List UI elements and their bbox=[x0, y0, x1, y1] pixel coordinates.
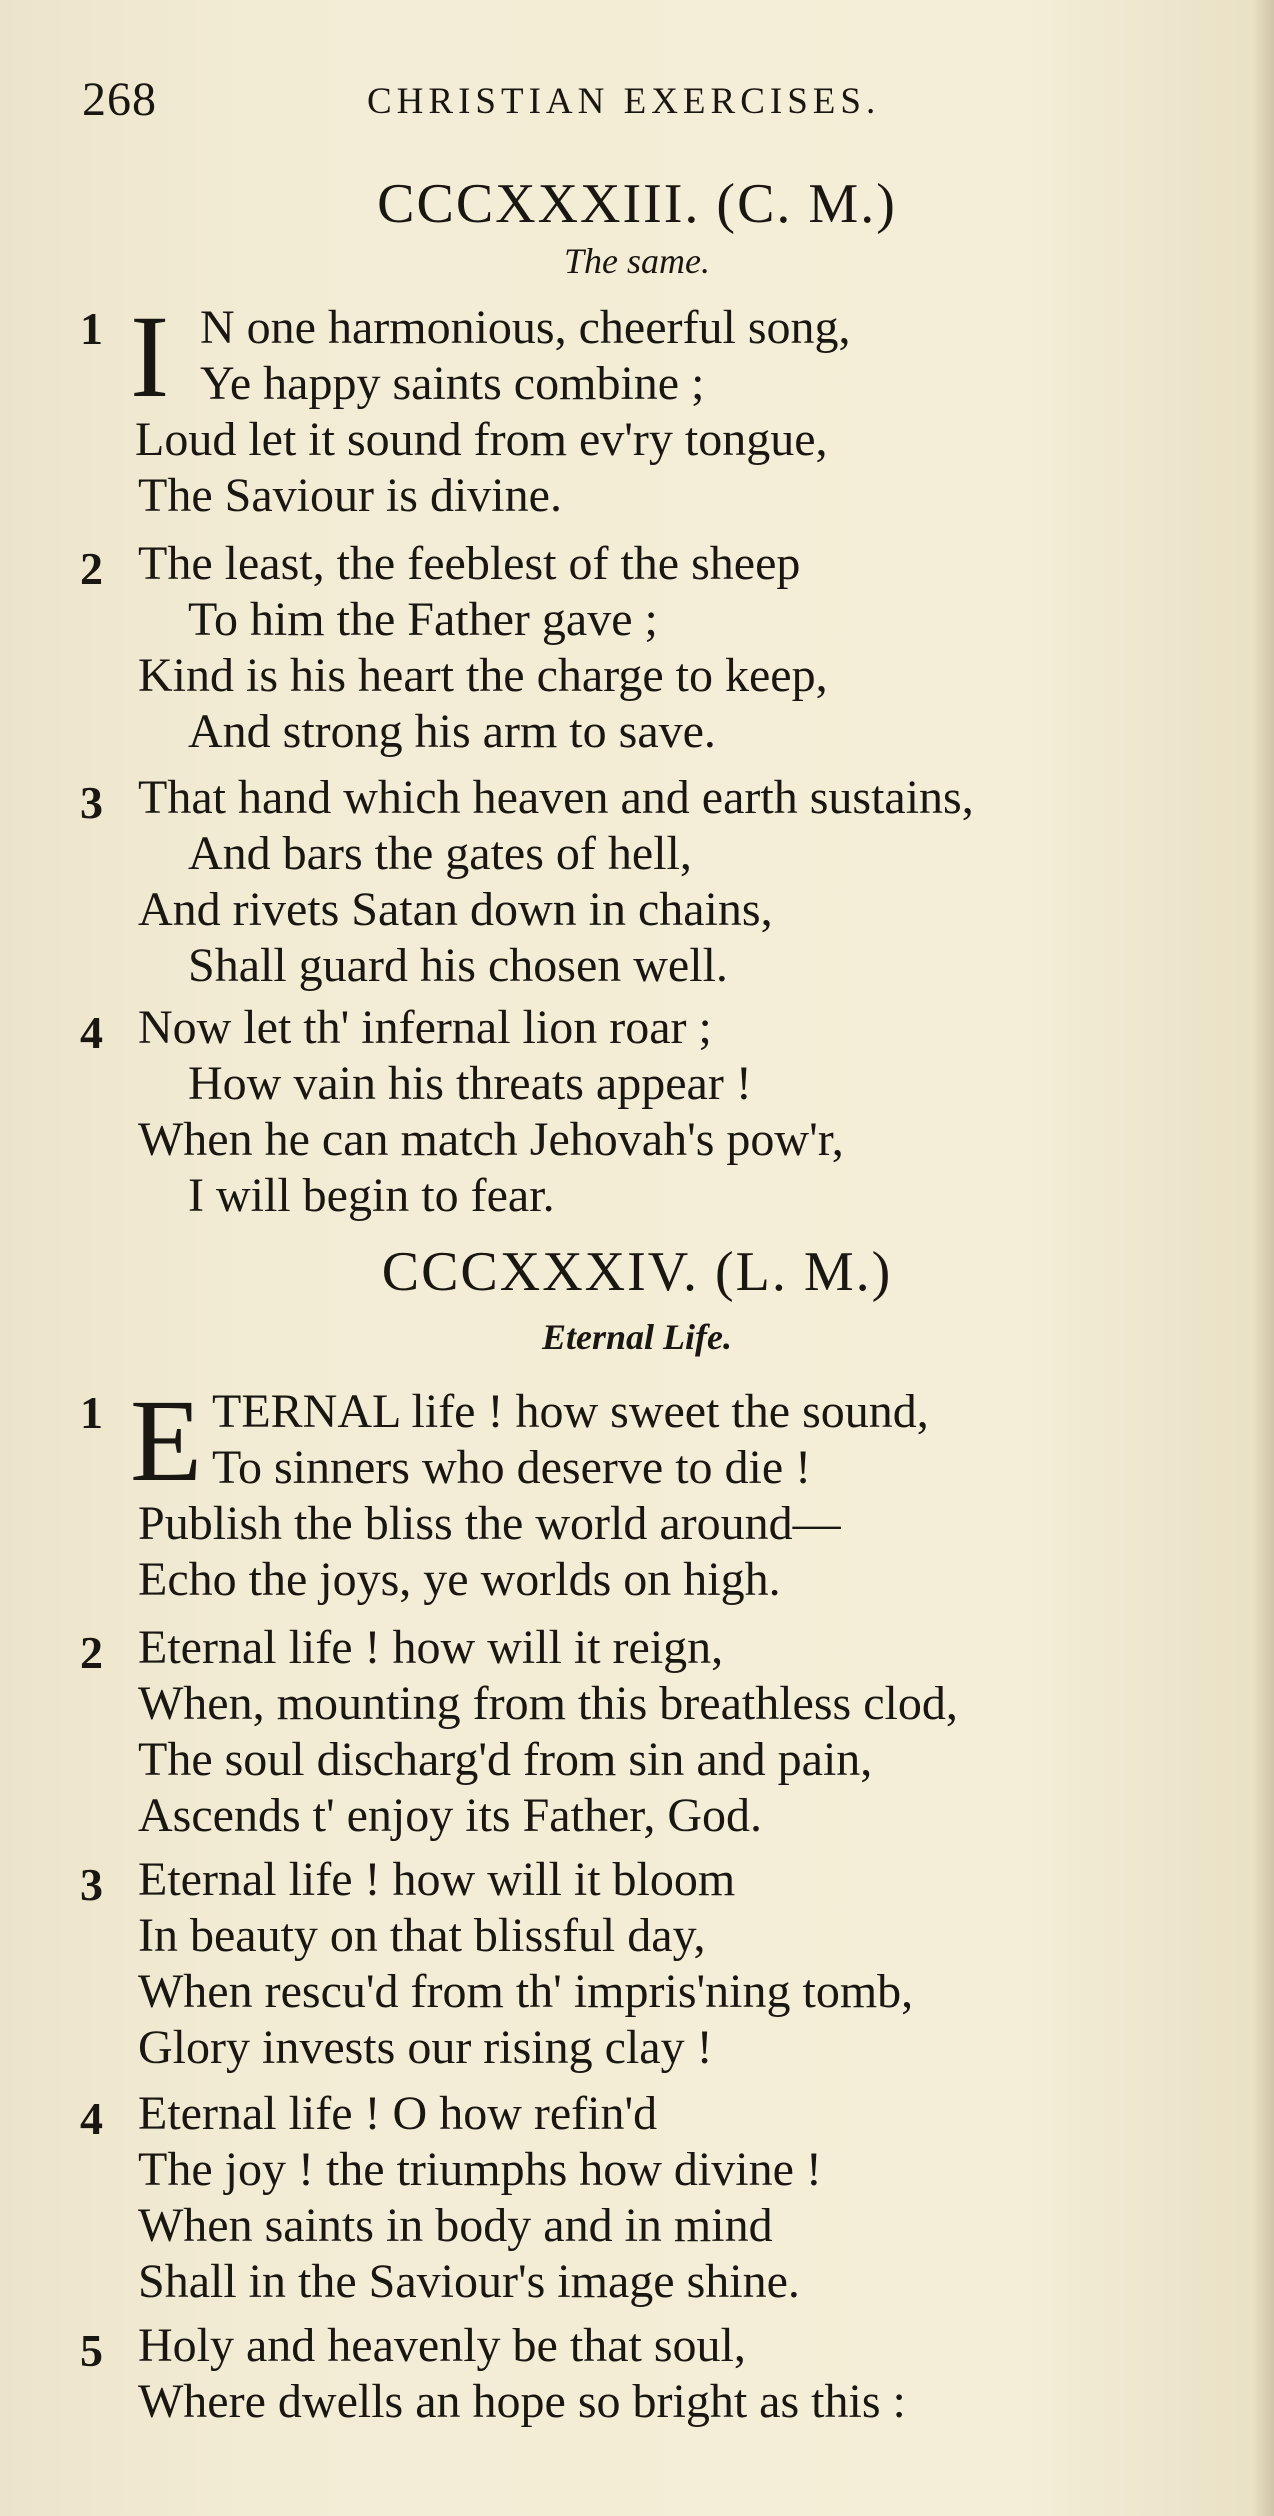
verse-line: Loud let it sound from ev'ry tongue, bbox=[135, 413, 828, 466]
verse-line: Ascends t' enjoy its Father, God. bbox=[138, 1789, 762, 1842]
verse-line: The joy ! the triumphs how divine ! bbox=[138, 2143, 822, 2196]
hymn-heading-334: CCCXXXIV. (L. M.) bbox=[381, 1241, 893, 1303]
verse-line: Shall guard his chosen well. bbox=[188, 939, 728, 992]
stanza-334-3 bbox=[80, 1852, 1250, 2082]
running-title: CHRISTIAN EXERCISES. bbox=[367, 81, 881, 122]
verse-line: TERNAL life ! how sweet the sound, bbox=[212, 1385, 929, 1438]
stanza-number: 3 bbox=[80, 777, 103, 828]
stanza-334-4 bbox=[80, 2086, 1250, 2316]
verse-line: N one harmonious, cheerful song, bbox=[200, 301, 851, 354]
drop-cap: I bbox=[130, 291, 170, 422]
verse-line: And rivets Satan down in chains, bbox=[138, 883, 773, 936]
verse-line: Holy and heavenly be that soul, bbox=[138, 2319, 746, 2372]
verse-line: Ye happy saints combine ; bbox=[200, 357, 705, 410]
stanza-number: 1 bbox=[80, 303, 103, 354]
stanza-number: 5 bbox=[80, 2325, 103, 2376]
verse-line: When rescu'd from th' impris'ning tomb, bbox=[138, 1965, 914, 2018]
verse-line: To him the Father gave ; bbox=[188, 593, 658, 646]
verse-line: Kind is his heart the charge to keep, bbox=[138, 649, 828, 702]
running-head bbox=[82, 72, 1212, 132]
stanza-number: 4 bbox=[80, 1007, 103, 1058]
stanza-334-1 bbox=[80, 1375, 1250, 1614]
verse-line: Now let th' infernal lion roar ; bbox=[138, 1001, 712, 1054]
verse-line: The Saviour is divine. bbox=[138, 469, 562, 522]
stanza-334-2 bbox=[80, 1620, 1250, 1850]
stanza-number: 2 bbox=[80, 1627, 103, 1678]
drop-cap: E bbox=[130, 1375, 203, 1506]
verse-line: Shall in the Saviour's image shine. bbox=[138, 2255, 800, 2308]
stanza-333-3 bbox=[80, 770, 1250, 1000]
verse-line: How vain his threats appear ! bbox=[188, 1057, 752, 1110]
stanza-333-1 bbox=[80, 291, 1250, 530]
verse-line: Eternal life ! O how refin'd bbox=[138, 2087, 658, 2140]
stanza-number: 3 bbox=[80, 1859, 103, 1910]
verse-line: Publish the bliss the world around— bbox=[138, 1497, 841, 1550]
verse-line: Glory invests our rising clay ! bbox=[138, 2021, 713, 2074]
verse-line: To sinners who deserve to die ! bbox=[212, 1441, 812, 1494]
stanza-number: 2 bbox=[80, 543, 103, 594]
verse-line: The least, the feeblest of the sheep bbox=[138, 537, 801, 590]
verse-line: And strong his arm to save. bbox=[188, 705, 716, 758]
stanza-334-5 bbox=[80, 2318, 1250, 2448]
hymn-subtitle-333: The same. bbox=[564, 241, 710, 281]
stanza-number: 4 bbox=[80, 2093, 103, 2144]
verse-line: When he can match Jehovah's pow'r, bbox=[138, 1113, 844, 1166]
verse-line: In beauty on that blissful day, bbox=[138, 1909, 706, 1962]
hymn-subtitle-334: Eternal Life. bbox=[542, 1317, 732, 1357]
page-number: 268 bbox=[82, 73, 157, 126]
verse-line: That hand which heaven and earth sustains, bbox=[138, 771, 974, 824]
hymn-heading-333: CCCXXXIII. (C. M.) bbox=[377, 173, 897, 235]
verse-line: When, mounting from this breathless clod, bbox=[138, 1677, 958, 1730]
verse-line: Where dwells an hope so bright as this : bbox=[138, 2375, 906, 2428]
stanza-333-2 bbox=[80, 536, 1250, 766]
verse-line: And bars the gates of hell, bbox=[188, 827, 692, 880]
verse-line: The soul discharg'd from sin and pain, bbox=[138, 1733, 873, 1786]
verse-line: I will begin to fear. bbox=[188, 1169, 555, 1222]
verse-line: Eternal life ! how will it reign, bbox=[138, 1621, 724, 1674]
stanza-333-4 bbox=[80, 1000, 1250, 1230]
verse-line: Eternal life ! how will it bloom bbox=[138, 1853, 736, 1906]
stanza-number: 1 bbox=[80, 1387, 103, 1438]
verse-line: Echo the joys, ye worlds on high. bbox=[138, 1553, 781, 1606]
verse-line: When saints in body and in mind bbox=[138, 2199, 773, 2252]
